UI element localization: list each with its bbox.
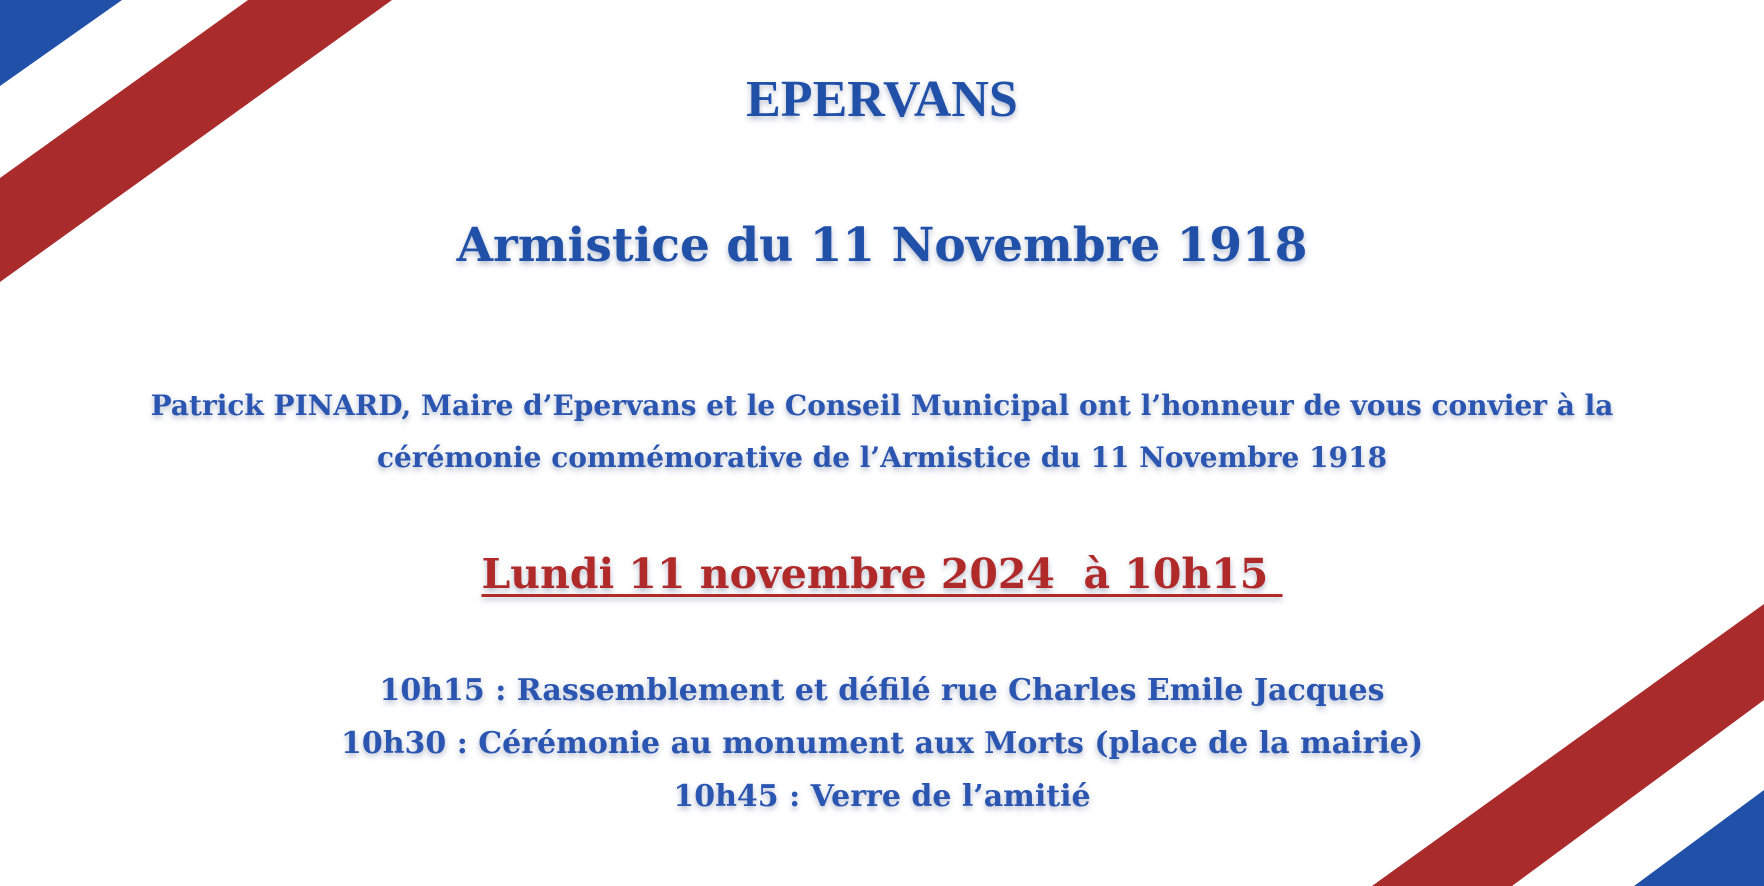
invitation-line-1: Patrick PINARD, Maire d’Epervans et le Conseil Municipal ont l’honneur de vous convier à la: [150, 389, 1614, 422]
event-date-text: Lundi 11 novembre 2024 à 10h15: [481, 550, 1283, 598]
schedule-item: 10h30 : Cérémonie au monument aux Morts (place de la mairie): [340, 726, 1424, 761]
invitation-text: [0, 380, 1764, 484]
schedule-list: [0, 664, 1764, 823]
schedule-item: 10h45 : Verre de l’amitié: [673, 779, 1091, 814]
event-title: Armistice du 11 Novembre 1918: [456, 218, 1308, 273]
schedule-item: 10h15 : Rassemblement et défilé rue Charles Emile Jacques: [379, 673, 1385, 708]
invitation-line-2: cérémonie commémorative de l’Armistice du 11 Novembre 1918: [376, 441, 1388, 474]
event-date: [0, 544, 1764, 604]
town-title: EPERVANS: [746, 71, 1018, 128]
